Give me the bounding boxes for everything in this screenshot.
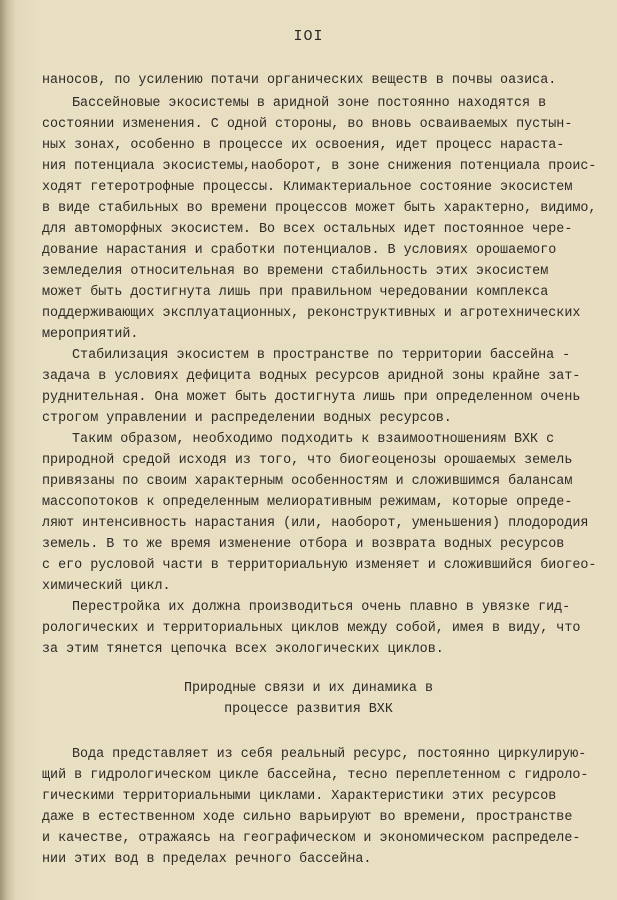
text-line: гическими территориальными циклами. Характеристики этих ресурсов bbox=[42, 789, 557, 804]
text-line: Перестройка их должна производиться очень плавно в увязке гид- bbox=[72, 600, 571, 615]
text-line: дование нарастания и сработки потенциалов. В условиях орошаемого bbox=[42, 243, 557, 258]
text-line: ных зонах, особенно в процессе их освоения, идет процесс нараста- bbox=[42, 138, 565, 153]
text-line: поддерживающих эксплуатационных, реконструктивных и агротехнических bbox=[42, 306, 581, 321]
text-line: задача в условиях дефицита водных ресурсов аридной зоны крайне зат- bbox=[42, 369, 581, 384]
text-line: химический цикл. bbox=[42, 579, 171, 594]
text-line: природной средой исходя из того, что биогеоценозы орошаемых земель bbox=[42, 453, 573, 468]
text-line: рологических и территориальных циклов между собой, имея в виду, что bbox=[42, 621, 581, 636]
text-line: может быть достигнута лишь при правильном чередовании комплекса bbox=[42, 285, 549, 300]
text-line: ходят гетеротрофные процессы. Климактериальное состояние экосистем bbox=[42, 180, 573, 195]
text-line: даже в естественном ходе сильно варьируют во времени, пространстве bbox=[42, 810, 573, 825]
text-line: строгом управлении и распределении водных ресурсов. bbox=[42, 411, 452, 426]
text-line: массопотоков к определенным мелиоративным режимам, которые опреде- bbox=[42, 495, 573, 510]
section-heading: процессе развития ВХК bbox=[224, 702, 393, 717]
text-line: за этим тянется цепочка всех экологических циклов. bbox=[42, 642, 444, 657]
text-line: мероприятий. bbox=[42, 327, 139, 342]
text-line: ния потенциала экосистемы,наоборот, в зоне снижения потенциала проис- bbox=[42, 159, 597, 174]
text-line: ляют интенсивность нарастания (или, наоборот, уменьшения) плодородия bbox=[42, 516, 589, 531]
text-line: нии этих вод в пределах речного бассейна. bbox=[42, 852, 372, 867]
section-heading: Природные связи и их динамика в bbox=[183, 681, 434, 696]
text-line: в виде стабильных во времени процессов может быть характерно, видимо, bbox=[42, 201, 597, 216]
text-line: состоянии изменения. С одной стороны, во вновь осваиваемых пустын- bbox=[42, 117, 573, 132]
text-line: щий в гидрологическом цикле бассейна, тесно переплетенном с гидроло- bbox=[42, 768, 589, 783]
text-line: наносов, по усилению потачи органических веществ в почвы оазиса. bbox=[42, 73, 557, 88]
text-line: Таким образом, необходимо подходить к взаимоотношениям ВХК с bbox=[72, 432, 555, 447]
text-line: земледелия относительная во времени стабильность этих экосистем bbox=[42, 264, 549, 279]
text-line: с его русловой части в территориальную изменяет и сложившийся биогео- bbox=[42, 558, 597, 573]
text-line: руднительная. Она может быть достигнута лишь при определенном очень bbox=[42, 390, 581, 405]
text-line: и качестве, отражаясь на географическом и экономическом распределе- bbox=[42, 831, 581, 846]
text-line: земель. В то же время изменение отбора и возврата водных ресурсов bbox=[42, 537, 565, 552]
text-line: для автоморфных экосистем. Во всех остальных идет постоянное чере- bbox=[42, 222, 573, 237]
text-line: Вода представляет из себя реальный ресурс, постоянно циркулирую- bbox=[72, 747, 587, 762]
text-line: привязаны по своим характерным особенностям и сложившимся балансам bbox=[42, 474, 573, 489]
text-line: Стабилизация экосистем в пространстве по территории бассейна - bbox=[72, 348, 571, 363]
page-number: IOI bbox=[293, 28, 324, 45]
text-line: Бассейновые экосистемы в аридной зоне постоянно находятся в bbox=[72, 96, 547, 111]
